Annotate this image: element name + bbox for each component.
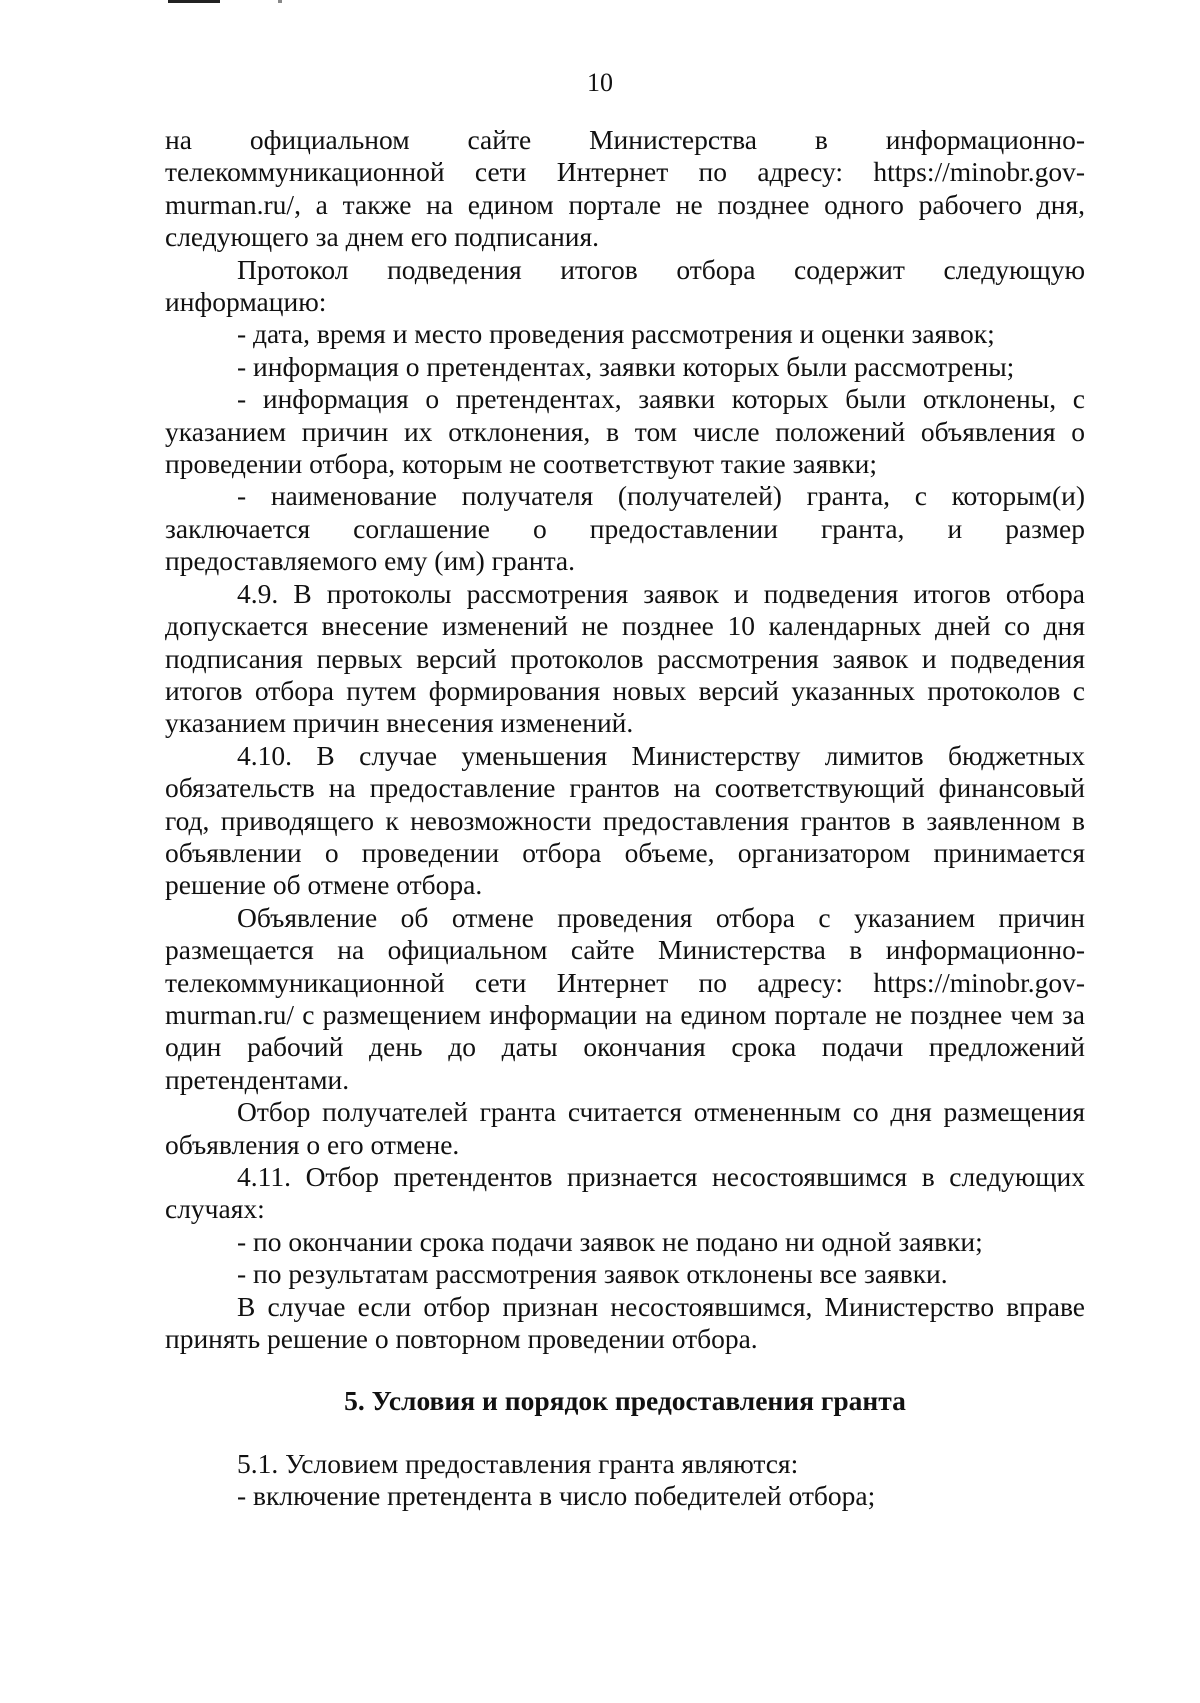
- list-item: - дата, время и место проведения рассмотрения и оценки заявок;: [237, 318, 995, 350]
- page-number: 10: [587, 68, 613, 97]
- list-item: предоставляемого ему (им) гранта.: [165, 545, 576, 577]
- paragraph: Протокол подведения итогов отбора содержит следующую: [237, 253, 1085, 285]
- paragraph: 4.11. Отбор претендентов признается несостоявшимся в следующих случаях:: [165, 1161, 1085, 1225]
- scan-mark: [168, 0, 220, 3]
- list-item: - по результатам рассмотрения заявок отклонены все заявки.: [237, 1258, 948, 1290]
- paragraph: 4.10. В случае уменьшения Министерству лимитов бюджетных обязательств на предоставление грантов на соответствующий финансовый год, приводящего к невозможности предоставления грантов в заявленном в объявлении о проведении отбора объеме, организатором принимается решение об отмене отбора.: [165, 739, 1085, 901]
- paragraph: информацию:: [165, 286, 327, 318]
- paragraph: на официальном сайте Министерства в информационно-телекоммуникационной сети Интернет по адресу: https://minobr.gov-murman.ru/, а также на едином портале не позднее одного рабочего дня, следующего за днем его подписания.: [165, 124, 1085, 253]
- list-item: - по окончании срока подачи заявок не подано ни одной заявки;: [237, 1225, 983, 1257]
- paragraph: 4.9. В протоколы рассмотрения заявок и подведения итогов отбора допускается внесение изменений не позднее 10 календарных дней со дня подписания первых версий протоколов рассмотрения заявок и подведения итогов отбора путем формирования новых версий указанных протоколов с указанием причин внесения изменений.: [165, 577, 1085, 739]
- section-heading: 5. Условия и порядок предоставления гранта: [344, 1385, 906, 1417]
- paragraph: В случае если отбор признан несостоявшимся, Министерство вправе принять решение о повторном проведении отбора.: [165, 1290, 1085, 1355]
- scan-mark: [278, 0, 282, 3]
- document-body: [165, 124, 1085, 1513]
- list-item: - наименование получателя (получателей) гранта, с которым(и): [237, 480, 1085, 512]
- paragraph: 5.1. Условием предоставления гранта являются:: [237, 1447, 799, 1479]
- list-item: - информация о претендентах, заявки которых были рассмотрены;: [237, 350, 1015, 382]
- list-item: - включение претендента в число победителей отбора;: [237, 1480, 876, 1512]
- paragraph: Отбор получателей гранта считается отмененным со дня размещения объявления о его отмене.: [165, 1096, 1085, 1160]
- paragraph: Объявление об отмене проведения отбора с указанием причин размещается на официальном сайте Министерства в информационно-телекоммуникационной сети Интернет по адресу: https://minobr.gov-murman.ru/ с размещением информации на едином портале не позднее чем за один рабочий день до даты окончания срока подачи предложений претендентами.: [165, 901, 1085, 1095]
- list-item: заключается соглашение о предоставлении гранта, и размер: [165, 512, 1085, 544]
- list-item: - информация о претендентах, заявки которых были отклонены, с указанием причин их отклонения, в том числе положений объявления о проведении отбора, которым не соответствуют такие заявки;: [165, 383, 1085, 480]
